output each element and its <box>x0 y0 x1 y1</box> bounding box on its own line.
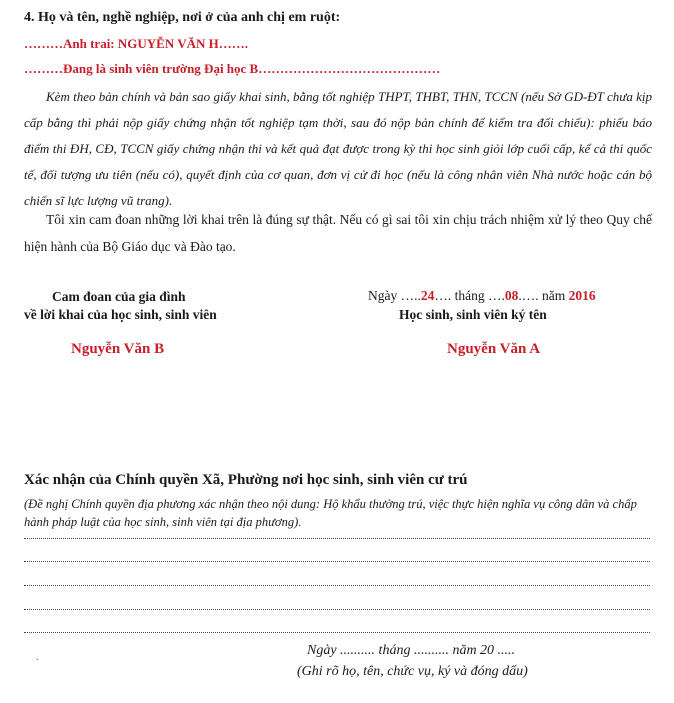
month-dots: .…. <box>518 288 542 303</box>
sibling-line <box>24 36 248 52</box>
family-pledge-subtitle: về lời khai của học sinh, sinh viên <box>24 307 217 322</box>
pledge-paragraph: Tôi xin cam đoan những lời khai trên là đúng sự thật. Nếu có gì sai tôi xin chịu trách nhiệm xử lý theo Quy chế hiện hành của Bộ Giáo dục và Đào tạo. <box>24 212 652 254</box>
day-dots: …. <box>434 288 455 303</box>
dot-leader: ……… <box>24 61 63 76</box>
student-signer-name: Nguyễn Văn A <box>447 341 541 357</box>
family-signer-name: Nguyễn Văn B <box>71 341 165 357</box>
year-label: năm <box>542 288 569 303</box>
attachments-paragraph: Kèm theo bản chính và bản sao giấy khai sinh, bằng tốt nghiệp THPT, THBT, THN, TCCN (nếu Sở GD-ĐT chưa kịp cấp bằng thì phải nộp giấy chứng nhận tốt nghiệp tạm thời, sau đó nộp bản chính để kiểm tra đối chiếu): phiếu báo điểm thi ĐH, CĐ, TCCN giấy chứng nhận thi và kết quả đạt được trong kỳ thi học sinh giỏi lớp cuối cấp, kể cả thi quốc tế, đối tượng ưu tiên (nếu có), quyết định của cơ quan, đơn vị cử đi học (nếu là công nhân viên Nhà nước hoặc cán bộ chiến sĩ lực lượng vũ trang). <box>24 89 652 208</box>
confirmation-date-line: Ngày .......... tháng .......... năm 20 ..... <box>307 643 516 658</box>
student-date-line <box>368 288 596 304</box>
day-label: Ngày ….. <box>368 288 421 303</box>
day-value: 24 <box>420 288 435 303</box>
blank-dotted-line <box>24 632 650 633</box>
confirmation-signature-note: (Ghi rõ họ, tên, chức vụ, ký và đóng dấu) <box>297 664 528 679</box>
blank-dotted-line <box>24 538 650 539</box>
dot-leader: ……. <box>218 36 249 51</box>
local-confirmation-note: (Đề nghị Chính quyền địa phương xác nhận theo nội dung: Hộ khẩu thường trú, việc thực hiện nghĩa vụ công dân và chấp hành pháp luật của học sinh, sinh viên tại địa phương). <box>24 497 637 529</box>
local-confirmation-heading: Xác nhận của Chính quyền Xã, Phường nơi học sinh, sinh viên cư trú <box>24 472 468 488</box>
month-value: 08 <box>504 288 519 303</box>
family-pledge-title: Cam đoan của gia đình <box>52 289 186 304</box>
year-value: 2016 <box>568 288 596 303</box>
sibling-name-value: Anh trai: NGUYỄN VĂN H <box>63 36 219 51</box>
blank-dotted-line <box>24 561 650 562</box>
sibling-occupation-value: Đang là sinh viên trường Đại học B <box>63 61 259 76</box>
student-sign-title: Học sinh, sinh viên ký tên <box>399 307 547 322</box>
blank-dotted-line <box>24 609 650 610</box>
dot-leader: …………………………………… <box>258 61 441 76</box>
section-heading: 4. Họ và tên, nghề nghiệp, nơi ở của anh chị em ruột: <box>24 10 341 25</box>
stray-mark: . <box>36 652 39 663</box>
month-label: tháng …. <box>454 288 505 303</box>
sibling-line <box>24 61 440 77</box>
blank-dotted-line <box>24 585 650 586</box>
dot-leader: ……… <box>24 36 63 51</box>
